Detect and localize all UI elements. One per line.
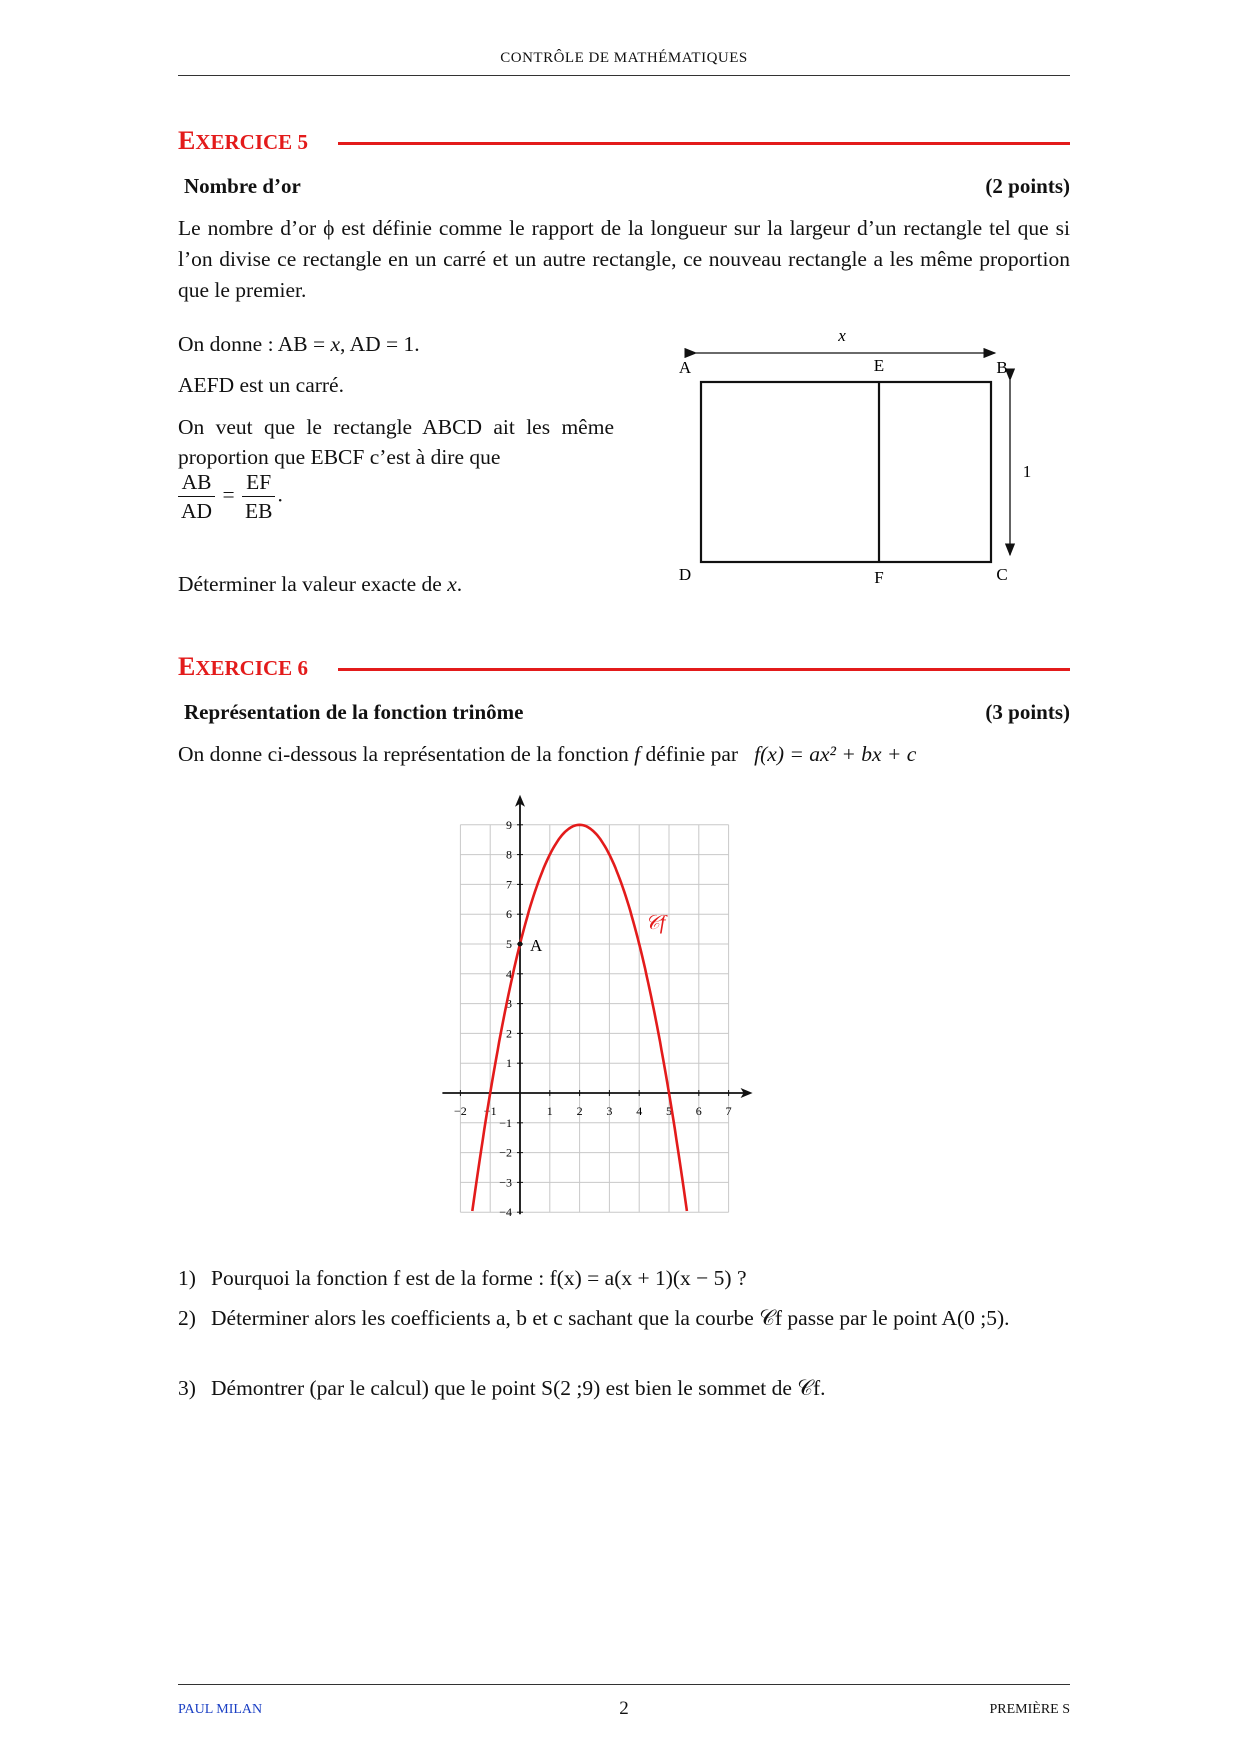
y-tick-label: 7 [506,877,512,892]
label-f: F [874,568,884,587]
exercise-6-title-rest: XERCICE 6 [195,656,308,680]
exercise-6-subtitle: Représentation de la fonction trinôme [184,700,524,724]
label-c: C [996,565,1008,584]
y-tick-label: −1 [499,1115,512,1130]
footer-level: PREMIÈRE S [989,1702,1070,1717]
fraction-eb: EB [244,499,273,523]
fraction-ef: EF [242,468,275,497]
header-rule [178,75,1070,76]
label-d: D [678,565,692,584]
given-prefix: On donne : AB = [178,332,331,356]
given-suffix: , AD = 1. [340,332,420,356]
fraction-ab-ad [178,468,215,525]
fraction-ef-eb [242,468,275,525]
x-tick-label: 2 [576,1104,583,1118]
question-1-text: Pourquoi la fonction f est de la forme : f(x) = a(x + 1)(x − 5) ? [211,1266,747,1290]
y-tick-label: 4 [506,966,512,981]
exercise-5-want: On veut que le rectangle ABCD ait les même proportion que EBCF c’est à dire que [178,415,614,469]
exercise-5-task [178,572,462,597]
fraction-ad: AD [181,499,213,523]
y-tick-label: 5 [506,937,512,951]
x-tick-label: 3 [606,1104,613,1118]
exercise-5-title [178,126,308,156]
x-tick-label: 6 [695,1104,702,1118]
page-number: 2 [619,1698,629,1719]
y-tick-label: 1 [506,1056,512,1071]
x-tick-label: −2 [454,1104,467,1118]
exercise-5-title-initial: E [178,126,196,155]
label-e: E [873,356,885,375]
label-b: B [996,358,1008,377]
y-tick-label: 6 [506,907,512,922]
x-tick-label: −1 [483,1104,497,1118]
exercise-6-title-initial: E [178,652,196,681]
parabola-chart [400,780,860,1240]
equation-dot: . [277,482,283,507]
y-tick-label: 3 [506,996,512,1011]
question-2-text: Déterminer alors les coefficients a, b et c sachant que la courbe 𝒞f passe par le point A(0 ;5). [211,1306,1010,1330]
golden-rectangle-figure [650,320,1050,590]
y-tick-label: −4 [499,1205,512,1220]
exercise-6-points: (3 points) [985,700,1070,724]
exercise-6-title [178,652,308,682]
footer-rule [178,1684,1070,1685]
task-var: x [447,572,457,596]
question-3 [178,1373,1070,1404]
y-tick-label: 9 [506,817,512,832]
point-a-label: A [530,936,543,955]
label-x: x [838,326,846,345]
intro-prefix: On donne ci-dessous la représentation de la fonction [178,742,635,766]
task-suffix: . [456,572,463,596]
question-1-number: 1) [178,1266,196,1290]
exercise-6-rule [338,668,1070,671]
fraction-ab: AB [178,468,215,497]
exercise-5-intro: Le nombre d’or ϕ est définie comme le rapport de la longueur sur la largeur d’un rectangle tel que si l’on divise ce rectangle en un carré et un autre rectangle, ce nouveau rectangle a les même proportion que le premier. [178,216,1070,302]
exercise-5-title-rest: XERCICE 5 [195,130,308,154]
intro-mid: définie par [640,742,744,766]
rectangle-abcd [701,382,991,562]
y-tick-label: 2 [506,1026,512,1041]
x-tick-label: 7 [725,1104,732,1118]
exercise-5-points: (2 points) [985,174,1070,198]
given-x: x [330,332,341,356]
question-3-number: 3) [178,1376,196,1400]
question-2-number: 2) [178,1306,196,1330]
intro-formula: f(x) = ax² + bx + c [754,742,917,766]
x-tick-label: 1 [546,1104,553,1118]
equals-sign: = [222,482,235,507]
question-2 [178,1303,1070,1334]
x-tick-label: 4 [636,1104,643,1118]
y-tick-label: −3 [499,1175,512,1190]
y-tick-label: 8 [506,847,512,862]
question-3-text: Démontrer (par le calcul) que le point S(2 ;9) est bien le sommet de 𝒞f. [211,1376,826,1400]
question-1 [178,1263,1070,1294]
task-prefix: Déterminer la valeur exacte de [178,572,448,596]
exercise-5-rule [338,142,1070,145]
intro-f: f [634,742,641,766]
running-header: CONTRÔLE DE MATHÉMATIQUES [500,50,748,66]
y-tick-label: −2 [499,1145,512,1160]
exercise-6-intro [178,742,916,767]
point-a [518,942,523,947]
exercise-5-subtitle: Nombre d’or [184,174,301,198]
x-tick-label: 5 [666,1104,672,1118]
exercise-5-equation [176,468,283,525]
label-a: A [678,358,692,377]
exercise-5-square: AEFD est un carré. [178,373,344,397]
exercise-5-given [178,332,420,357]
curve-label: 𝒞f [645,912,666,935]
label-1: 1 [1022,462,1032,481]
footer-author: PAUL MILAN [178,1702,263,1717]
